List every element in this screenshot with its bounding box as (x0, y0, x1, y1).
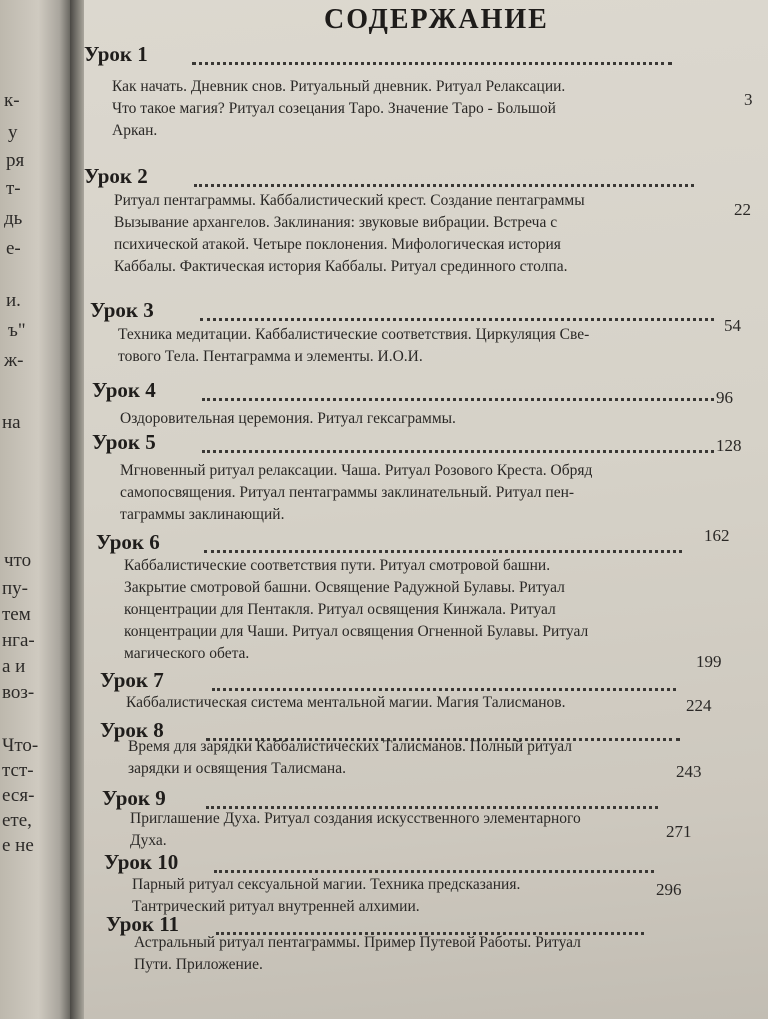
page-number: 96 (716, 388, 733, 407)
page-number: 271 (666, 822, 692, 841)
lesson-description (134, 932, 581, 976)
left-page-fragment: Что- (2, 735, 39, 756)
lesson-description (124, 555, 588, 665)
left-page-fragment: на (2, 412, 21, 433)
lesson-description (114, 190, 585, 278)
description-line: концентрации для Пентакля. Ритуал освящения Кинжала. Ритуал (124, 601, 556, 618)
description-line: Каббалистические соответствия пути. Ритуал смотровой башни. (124, 557, 551, 574)
description-line: Духа. (130, 832, 167, 849)
page-number: 199 (696, 652, 722, 671)
left-page-fragment: воз- (2, 682, 35, 703)
lesson-heading: Урок 2 (84, 164, 148, 188)
description-line: психической атакой. Четыре поклонения. Мифологическая история (114, 236, 561, 253)
description-line: Парный ритуал сексуальной магии. Техника предсказания. (132, 876, 521, 893)
left-page-fragment: т- (6, 178, 21, 199)
description-line: Тантрический ритуал внутренней алхимии. (132, 898, 420, 915)
description-line: самопосвящения. Ритуал пентаграммы заклинательный. Ритуал пен- (120, 484, 575, 501)
lesson-heading: Урок 9 (102, 786, 166, 810)
description-line: Аркан. (112, 122, 158, 139)
description-line: Оздоровительная церемония. Ритуал гексаграммы. (120, 410, 456, 427)
left-page-fragment: ря (6, 150, 25, 171)
leader-dots (192, 62, 672, 65)
lesson-heading: Урок 3 (90, 298, 154, 322)
lesson-heading: Урок 1 (84, 42, 148, 66)
left-page-fragment: еся- (2, 785, 35, 806)
lesson-description (126, 692, 565, 714)
left-page-fragment: пу- (2, 578, 28, 599)
page-number: 162 (704, 526, 730, 545)
description-line: тового Тела. Пентаграмма и элементы. И.О.И. (118, 348, 423, 365)
leader-dots (204, 550, 682, 553)
description-line: Каббалы. Фактическая история Каббалы. Ритуал срединного столпа. (114, 258, 568, 275)
lesson-heading: Урок 4 (92, 378, 156, 402)
left-page-fragment: к- (4, 90, 20, 111)
contents-page (84, 0, 768, 1019)
left-page-fragment: ъ" (8, 320, 26, 341)
left-page-fragment: е не (2, 835, 34, 856)
left-page-fragment: что (4, 550, 32, 571)
lesson-description (118, 324, 589, 368)
description-line: Мгновенный ритуал релаксации. Чаша. Ритуал Розового Креста. Обряд (120, 462, 593, 479)
page-number: 54 (724, 316, 741, 335)
left-page-fragment: тем (2, 604, 31, 625)
left-page-edge (0, 0, 70, 1019)
lesson-description (128, 736, 572, 780)
description-line: таграммы заклинающий. (120, 506, 285, 523)
lesson-description (120, 408, 456, 430)
left-page-fragment: ете, (2, 810, 32, 831)
description-line: зарядки и освящения Талисмана. (128, 760, 346, 777)
lesson-heading: Урок 10 (104, 850, 179, 874)
left-page-fragment: ж- (4, 350, 24, 371)
page-number: 224 (686, 696, 712, 715)
description-line: Пути. Приложение. (134, 956, 263, 973)
leader-dots (194, 184, 694, 187)
lesson-heading: Урок 6 (96, 530, 160, 554)
page-number: 22 (734, 200, 751, 219)
lesson-description (120, 460, 592, 526)
description-line: Ритуал пентаграммы. Каббалистический крест. Создание пентаграммы (114, 192, 585, 209)
description-line: Каббалистическая система ментальной магии. Магия Талисманов. (126, 694, 566, 711)
description-line: концентрации для Чаши. Ритуал освящения Огненной Булавы. Ритуал (124, 623, 589, 640)
description-line: Как начать. Дневник снов. Ритуальный дневник. Ритуал Релаксации. (112, 78, 566, 95)
description-line: Время для зарядки Каббалистических Талисманов. Полный ритуал (128, 738, 573, 755)
description-line: Техника медитации. Каббалистические соответствия. Циркуляция Све- (118, 326, 590, 343)
left-page-fragment: у (8, 122, 18, 143)
description-line: Приглашение Духа. Ритуал создания искусственного элементарного (130, 810, 581, 827)
lesson-description (130, 808, 581, 852)
left-page-fragment: а и (2, 656, 26, 677)
leader-dots (202, 450, 714, 453)
leader-dots (202, 398, 714, 401)
leader-dots (214, 870, 654, 873)
page-title: СОДЕРЖАНИЕ (324, 4, 549, 35)
lesson-heading: Урок 5 (92, 430, 156, 454)
page-number: 3 (744, 90, 753, 109)
lesson-heading: Урок 8 (100, 718, 164, 742)
left-page-fragment: и. (6, 290, 21, 311)
leader-dots (212, 688, 676, 691)
left-page-fragment: е- (6, 238, 21, 259)
left-page-fragment: дь (4, 208, 23, 229)
lesson-heading: Урок 11 (106, 912, 180, 936)
lesson-heading: Урок 7 (100, 668, 164, 692)
left-page-fragment: тст- (2, 760, 34, 781)
page-number: 243 (676, 762, 702, 781)
page-number: 128 (716, 436, 742, 455)
description-line: Закрытие смотровой башни. Освящение Радужной Булавы. Ритуал (124, 579, 565, 596)
description-line: Вызывание архангелов. Заклинания: звуковые вибрации. Встреча с (114, 214, 558, 231)
description-line: магического обета. (124, 645, 250, 662)
left-page-fragment: нга- (2, 630, 35, 651)
leader-dots (200, 318, 714, 321)
lesson-description (112, 76, 565, 142)
page-number: 296 (656, 880, 682, 899)
description-line: Что такое магия? Ритуал созецания Таро. Значение Таро - Большой (112, 100, 556, 117)
lesson-description (132, 874, 520, 918)
description-line: Астральный ритуал пентаграммы. Пример Путевой Работы. Ритуал (134, 934, 581, 951)
